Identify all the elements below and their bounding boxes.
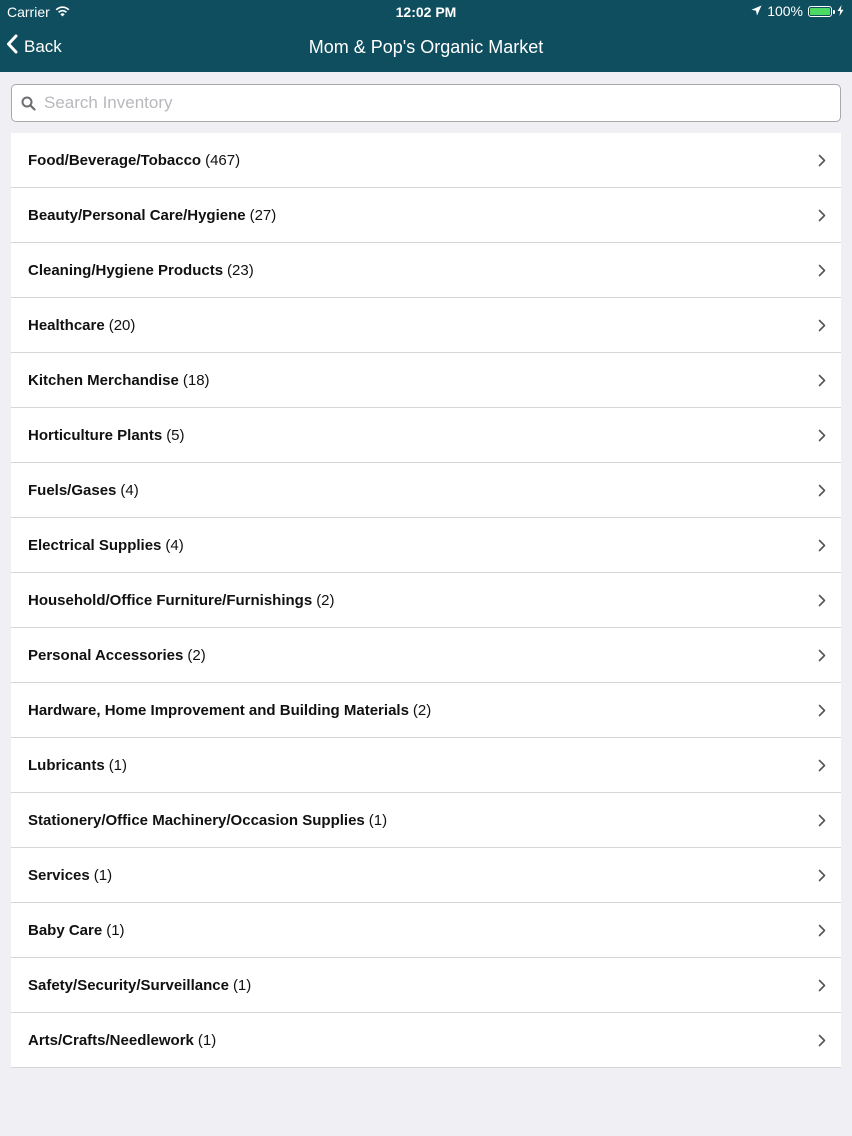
category-name: Cleaning/Hygiene Products (28, 261, 224, 279)
category-count: (20) (108, 316, 136, 334)
category-row[interactable] (11, 573, 841, 628)
chevron-right-icon (817, 263, 827, 277)
category-text (28, 207, 817, 224)
chevron-right-icon (817, 978, 827, 992)
category-count: (467) (205, 151, 241, 169)
chevron-right-icon (817, 373, 827, 387)
chevron-right-icon (817, 153, 827, 167)
category-row[interactable] (11, 628, 841, 683)
category-name: Household/Office Furniture/Furnishings (28, 591, 313, 609)
chevron-right-icon (817, 813, 827, 827)
chevron-right-icon (817, 483, 827, 497)
category-text (28, 867, 817, 884)
battery-percent: 100% (767, 3, 803, 19)
category-name: Stationery/Office Machinery/Occasion Supplies (28, 811, 365, 829)
category-text (28, 702, 817, 719)
category-row[interactable] (11, 903, 841, 958)
category-count: (23) (227, 261, 254, 279)
category-text (28, 812, 817, 829)
category-text (28, 152, 817, 169)
category-count: (2) (412, 701, 432, 719)
top-bar (0, 0, 852, 72)
category-name: Beauty/Personal Care/Hygiene (28, 206, 246, 224)
category-name: Horticulture Plants (28, 426, 163, 444)
search-icon (20, 95, 36, 111)
chevron-right-icon (817, 593, 827, 607)
category-text (28, 592, 817, 609)
category-count: (1) (93, 866, 113, 884)
chevron-right-icon (817, 703, 827, 717)
category-text (28, 647, 817, 664)
battery-cap (833, 10, 835, 14)
back-label: Back (24, 36, 62, 56)
category-row[interactable] (11, 793, 841, 848)
category-count: (1) (197, 1031, 217, 1049)
chevron-right-icon (817, 868, 827, 882)
category-text (28, 922, 817, 939)
battery-icon (808, 6, 832, 17)
status-right-group (751, 3, 844, 19)
category-count: (4) (165, 536, 184, 554)
status-bar (0, 0, 852, 24)
charging-bolt-icon (837, 3, 844, 19)
category-row[interactable] (11, 958, 841, 1013)
category-count: (5) (166, 426, 185, 444)
category-list (11, 133, 841, 1068)
category-count: (2) (187, 646, 206, 664)
category-name: Hardware, Home Improvement and Building Materials (28, 701, 409, 719)
location-arrow-icon (751, 3, 762, 19)
category-count: (2) (316, 591, 335, 609)
category-text (28, 427, 817, 444)
category-row[interactable] (11, 463, 841, 518)
chevron-right-icon (817, 758, 827, 772)
page-title: Mom & Pop's Organic Market (308, 37, 544, 57)
category-name: Lubricants (28, 756, 105, 774)
category-row[interactable] (11, 518, 841, 573)
battery-fill (810, 8, 830, 15)
category-count: (1) (232, 976, 252, 994)
category-name: Personal Accessories (28, 646, 184, 664)
status-time: 12:02 PM (395, 4, 457, 20)
category-name: Fuels/Gases (28, 481, 117, 499)
category-row[interactable] (11, 133, 841, 188)
category-name: Food/Beverage/Tobacco (28, 151, 202, 169)
carrier-label: Carrier (7, 4, 50, 20)
category-count: (18) (182, 371, 210, 389)
chevron-right-icon (817, 648, 827, 662)
chevron-right-icon (817, 428, 827, 442)
category-count: (1) (108, 756, 128, 774)
category-name: Safety/Security/Surveillance (28, 976, 229, 994)
category-row[interactable] (11, 1013, 841, 1068)
category-row[interactable] (11, 298, 841, 353)
search-input[interactable] (42, 92, 840, 114)
category-text (28, 317, 817, 334)
category-count: (27) (249, 206, 277, 224)
chevron-right-icon (817, 538, 827, 552)
chevron-right-icon (817, 923, 827, 937)
category-row[interactable] (11, 243, 841, 298)
chevron-right-icon (817, 208, 827, 222)
category-text (28, 482, 817, 499)
search-bar (11, 84, 841, 122)
category-text (28, 262, 817, 279)
category-count: (1) (368, 811, 388, 829)
category-text (28, 977, 817, 994)
category-text (28, 1032, 817, 1049)
category-count: (4) (120, 481, 139, 499)
category-row[interactable] (11, 848, 841, 903)
category-name: Electrical Supplies (28, 536, 162, 554)
nav-bar (0, 24, 852, 72)
category-name: Arts/Crafts/Needlework (28, 1031, 194, 1049)
category-name: Kitchen Merchandise (28, 371, 179, 389)
category-text (28, 537, 817, 554)
chevron-right-icon (817, 318, 827, 332)
category-text (28, 757, 817, 774)
category-row[interactable] (11, 738, 841, 793)
category-text (28, 372, 817, 389)
category-count: (1) (106, 921, 125, 939)
chevron-right-icon (817, 1033, 827, 1047)
category-name: Baby Care (28, 921, 103, 939)
category-name: Healthcare (28, 316, 105, 334)
category-row[interactable] (11, 683, 841, 738)
category-row[interactable] (11, 188, 841, 243)
category-row[interactable] (11, 353, 841, 408)
category-name: Services (28, 866, 90, 884)
category-row[interactable] (11, 408, 841, 463)
